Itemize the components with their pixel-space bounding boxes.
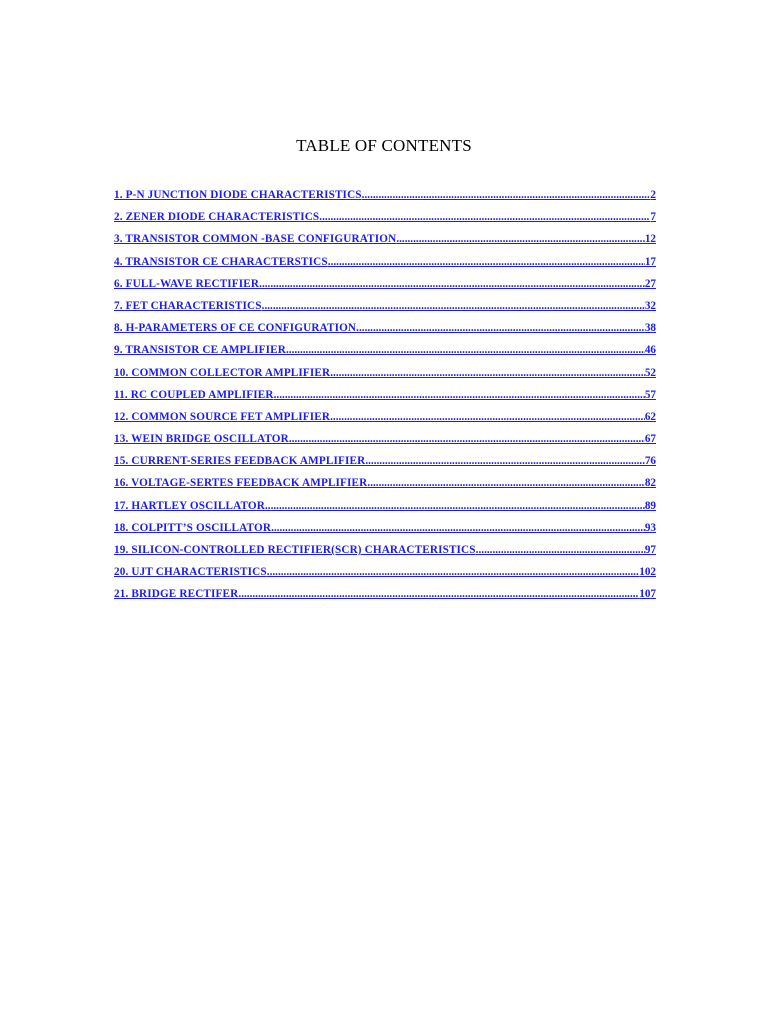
toc-entry-page-number: 82 — [644, 477, 656, 490]
toc-dot-leader — [330, 408, 645, 426]
toc-entry[interactable] — [114, 253, 656, 275]
toc-dot-leader — [330, 364, 645, 382]
toc-entry-label: 7. FET CHARACTERISTICS — [114, 299, 262, 312]
toc-dot-leader — [265, 497, 645, 515]
toc-entry[interactable] — [114, 364, 656, 386]
toc-dot-leader — [365, 452, 645, 470]
toc-entry-page-number: 93 — [644, 521, 656, 534]
toc-entry[interactable] — [114, 585, 656, 607]
toc-entry-label: 19. SILICON-CONTROLLED RECTIFIER(SCR) CHARACTERISTICS — [114, 544, 476, 556]
toc-dot-leader — [274, 386, 645, 404]
toc-entry-page-number: 7 — [650, 211, 656, 224]
toc-entry-label: 20. UJT CHARACTERISTICS — [114, 566, 267, 579]
toc-entry-page-number: 107 — [639, 588, 656, 601]
toc-entry-label: 17. HARTLEY OSCILLATOR — [114, 499, 265, 512]
toc-list — [114, 186, 656, 608]
toc-entry[interactable] — [114, 341, 656, 363]
toc-entry[interactable] — [114, 319, 656, 341]
toc-entry-page-number: 97 — [644, 544, 656, 556]
toc-dot-leader — [367, 474, 644, 492]
toc-dot-leader — [262, 297, 645, 315]
toc-dot-leader — [396, 230, 645, 248]
toc-entry-page-number: 17 — [644, 255, 656, 268]
toc-entry-page-number: 62 — [644, 410, 656, 423]
toc-entry-page-number: 67 — [644, 433, 656, 446]
toc-entry[interactable] — [114, 497, 656, 519]
toc-entry-label: 3. TRANSISTOR COMMON -BASE CONFIGURATION — [114, 233, 397, 246]
toc-entry[interactable] — [114, 430, 656, 452]
toc-entry-page-number: 76 — [644, 455, 656, 468]
toc-entry-label: 21. BRIDGE RECTIFER — [114, 588, 239, 601]
toc-entry-page-number: 89 — [644, 499, 656, 512]
toc-entry-page-number: 27 — [644, 277, 656, 290]
toc-entry-label: 13. WEIN BRIDGE OSCILLATOR — [114, 433, 289, 446]
toc-entry[interactable] — [114, 474, 656, 496]
toc-entry-label: 4. TRANSISTOR CE CHARACTERSTICS — [114, 255, 328, 268]
toc-dot-leader — [362, 186, 651, 204]
toc-entry-page-number: 12 — [644, 233, 656, 246]
toc-entry[interactable] — [114, 452, 656, 474]
toc-entry[interactable] — [114, 563, 656, 585]
toc-dot-leader — [289, 430, 645, 448]
toc-dot-leader — [356, 319, 645, 337]
toc-entry-label: 16. VOLTAGE-SERTES FEEDBACK AMPLIFIER — [114, 477, 368, 490]
toc-dot-leader — [267, 563, 639, 581]
toc-entry-label: 9. TRANSISTOR CE AMPLIFIER — [114, 344, 286, 357]
toc-entry-page-number: 102 — [639, 566, 656, 579]
toc-entry[interactable] — [114, 386, 656, 408]
toc-entry-label: 11. RC COUPLED AMPLIFIER — [114, 388, 274, 401]
toc-entry[interactable] — [114, 408, 656, 430]
toc-entry-page-number: 46 — [644, 344, 656, 357]
toc-dot-leader — [328, 253, 645, 271]
toc-entry-label: 18. COLPITT’S OSCILLATOR — [114, 521, 272, 534]
toc-dot-leader — [271, 519, 645, 537]
toc-entry-label: 8. H-PARAMETERS OF CE CONFIGURATION — [114, 322, 357, 335]
toc-entry-label: 15. CURRENT-SERIES FEEDBACK AMPLIFIER — [114, 455, 366, 468]
toc-entry-page-number: 57 — [644, 388, 656, 401]
toc-dot-leader — [476, 541, 645, 559]
toc-entry[interactable] — [114, 186, 656, 208]
toc-dot-leader — [319, 208, 650, 226]
toc-entry[interactable] — [114, 208, 656, 230]
toc-entry-label: 12. COMMON SOURCE FET AMPLIFIER — [114, 410, 331, 423]
toc-entry[interactable] — [114, 275, 656, 297]
toc-entry-label: 2. ZENER DIODE CHARACTERISTICS — [114, 211, 320, 224]
toc-dot-leader — [238, 585, 639, 603]
toc-entry-label: 10. COMMON COLLECTOR AMPLIFIER — [114, 366, 331, 379]
toc-entry-page-number: 38 — [644, 322, 656, 335]
toc-entry-page-number: 32 — [644, 299, 656, 312]
toc-dot-leader — [259, 275, 645, 293]
toc-title: TABLE OF CONTENTS — [296, 136, 472, 155]
toc-entry-label: 1. P-N JUNCTION DIODE CHARACTERISTICS — [114, 189, 362, 201]
toc-entry[interactable] — [114, 519, 656, 541]
toc-entry[interactable] — [114, 297, 656, 319]
toc-dot-leader — [286, 341, 645, 359]
toc-entry-label: 6. FULL-WAVE RECTIFIER — [114, 277, 260, 290]
toc-entry[interactable] — [114, 541, 656, 563]
toc-entry-page-number: 52 — [644, 366, 656, 379]
toc-entry-page-number: 2 — [650, 189, 656, 201]
toc-entry[interactable] — [114, 230, 656, 252]
